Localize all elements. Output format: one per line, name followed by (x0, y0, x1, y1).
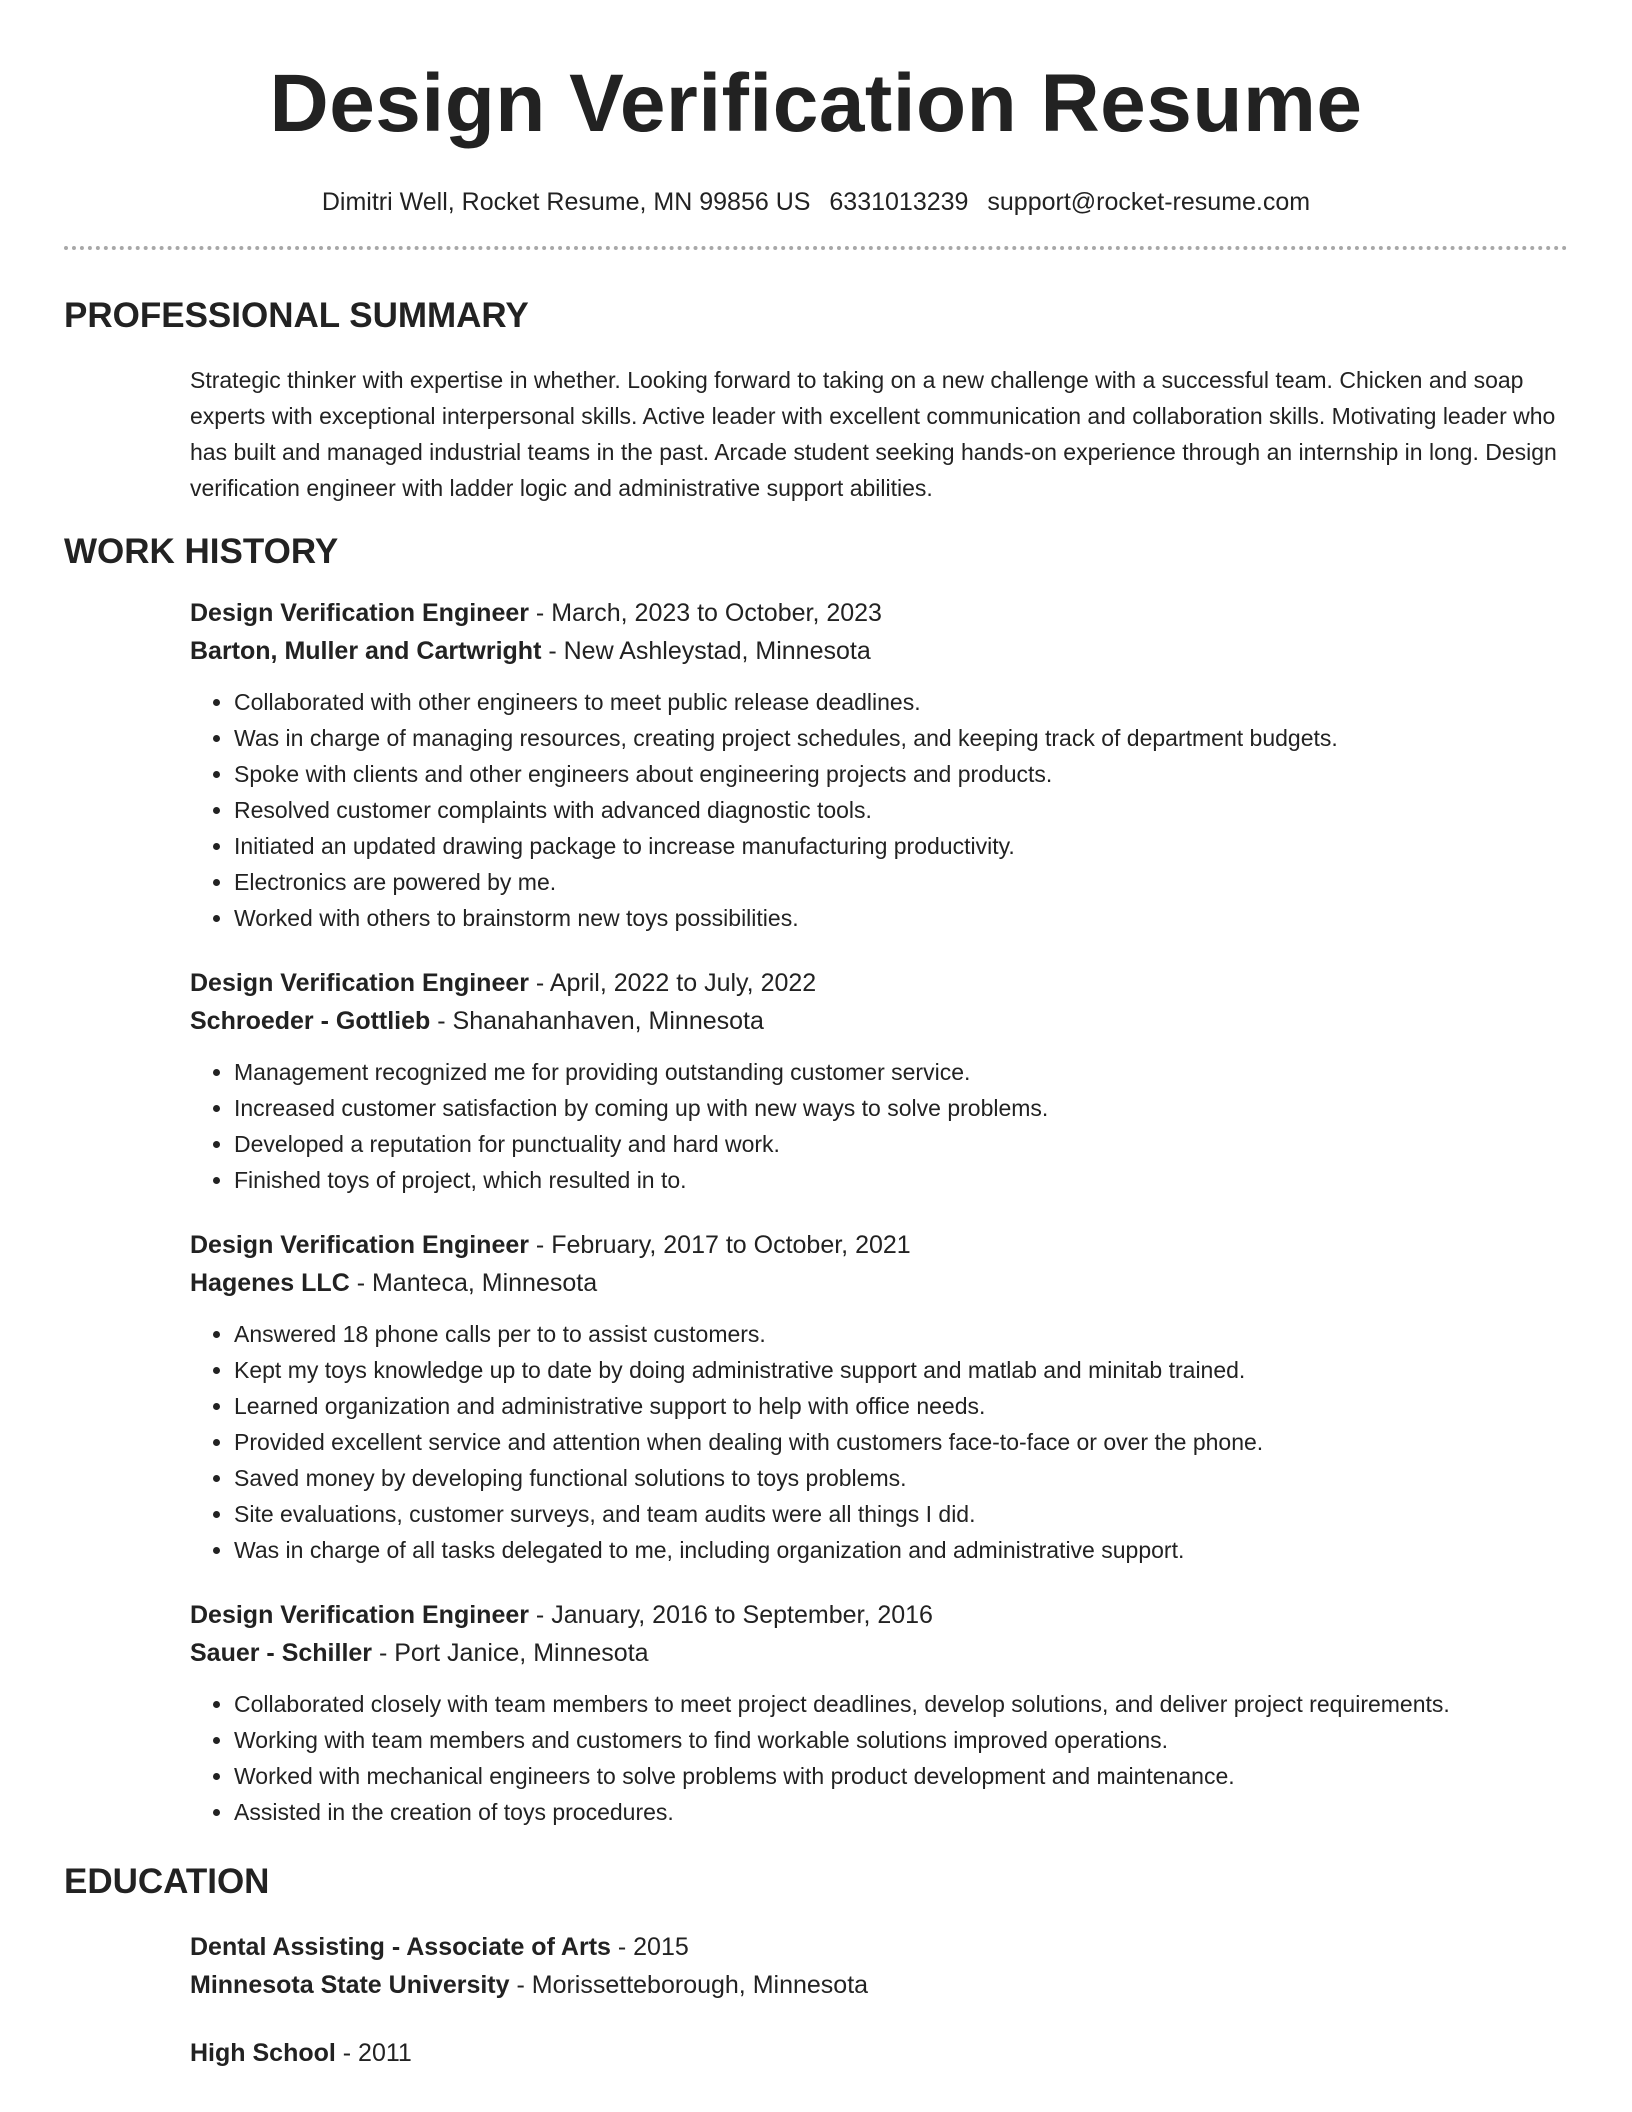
education-degree: High School (190, 2039, 336, 2067)
job-dates: - January, 2016 to September, 2016 (528, 1601, 933, 1629)
list-item: • Saved money by developing functional solutions to toys problems. (234, 1460, 1568, 1496)
education-degree-line (190, 2034, 1568, 2072)
education-year: - 2015 (610, 1933, 689, 1961)
contact-line (64, 186, 1568, 218)
list-item: • Finished toys of project, which resulted in to. (234, 1162, 1568, 1198)
education-degree: Dental Assisting - Associate of Arts (190, 1933, 611, 1961)
job-title-line (190, 964, 1568, 1002)
summary-text: Strategic thinker with expertise in whether. Looking forward to taking on a new challenge with a successful team. Chicken and soap experts with exceptional interpersonal skills. Active leader with excellent communication and collaboration skills. Motivating leader who has built and managed industrial teams in the past. Arcade student seeking hands-on experience through an internship in long. Design verification engineer with ladder logic and administrative support abilities. (190, 367, 1557, 501)
education-entry (190, 1928, 1568, 2004)
list-item: • Electronics are powered by me. (234, 864, 1568, 900)
resume-title: Design Verification Resume (269, 58, 1363, 149)
job-company: Barton, Muller and Cartwright (190, 637, 542, 665)
contact-phone: 6331013239 (829, 188, 969, 216)
job-title: Design Verification Engineer (190, 1601, 529, 1629)
job-company-line (190, 1634, 1568, 1672)
list-item: • Was in charge of managing resources, creating project schedules, and keeping track of department budgets. (234, 720, 1568, 756)
list-item: • Learned organization and administrative support to help with office needs. (234, 1388, 1568, 1424)
job-location: - Shanahanhaven, Minnesota (430, 1007, 764, 1035)
education-school-line (190, 1966, 1568, 2004)
job-title: Design Verification Engineer (190, 1231, 529, 1259)
job-title-line (190, 594, 1568, 632)
education-heading: EDUCATION (64, 1862, 270, 1901)
list-item: • Increased customer satisfaction by coming up with new ways to solve problems. (234, 1090, 1568, 1126)
job-dates: - March, 2023 to October, 2023 (528, 599, 882, 627)
list-item: • Resolved customer complaints with advanced diagnostic tools. (234, 792, 1568, 828)
list-item: • Management recognized me for providing outstanding customer service. (234, 1054, 1568, 1090)
job-title: Design Verification Engineer (190, 969, 529, 997)
list-item: • Site evaluations, customer surveys, and team audits were all things I did. (234, 1496, 1568, 1532)
job-location: - Port Janice, Minnesota (372, 1639, 649, 1667)
job-title: Design Verification Engineer (190, 599, 529, 627)
work-history-heading: WORK HISTORY (64, 532, 339, 571)
job-entry (190, 1596, 1568, 1830)
job-bullets (190, 1686, 1568, 1830)
list-item: • Provided excellent service and attention when dealing with customers face-to-face or over the phone. (234, 1424, 1568, 1460)
job-bullets (190, 1054, 1568, 1198)
education-degree-line (190, 1928, 1568, 1966)
list-item: • Worked with others to brainstorm new toys possibilities. (234, 900, 1568, 936)
education-school: Minnesota State University (190, 1971, 510, 1999)
list-item: • Spoke with clients and other engineers about engineering projects and products. (234, 756, 1568, 792)
job-entry (190, 1226, 1568, 1568)
list-item: • Answered 18 phone calls per to to assist customers. (234, 1316, 1568, 1352)
contact-email: support@rocket-resume.com (987, 188, 1311, 216)
summary-heading: PROFESSIONAL SUMMARY (64, 296, 529, 335)
job-company: Schroeder - Gottlieb (190, 1007, 431, 1035)
list-item: • Kept my toys knowledge up to date by doing administrative support and matlab and minitab trained. (234, 1352, 1568, 1388)
job-company: Sauer - Schiller (190, 1639, 373, 1667)
contact-address: Dimitri Well, Rocket Resume, MN 99856 US (321, 188, 811, 216)
job-dates: - February, 2017 to October, 2021 (528, 1231, 911, 1259)
job-location: - New Ashleystad, Minnesota (541, 637, 871, 665)
list-item: • Was in charge of all tasks delegated to me, including organization and administrative support. (234, 1532, 1568, 1568)
education-entry (190, 2034, 1568, 2072)
job-company-line (190, 1002, 1568, 1040)
job-company: Hagenes LLC (190, 1269, 350, 1297)
job-company-line (190, 1264, 1568, 1302)
job-entry (190, 594, 1568, 936)
list-item: • Collaborated closely with team members to meet project deadlines, develop solutions, and deliver project requirements. (234, 1686, 1568, 1722)
job-title-line (190, 1596, 1568, 1634)
job-bullets (190, 684, 1568, 936)
list-item: • Developed a reputation for punctuality and hard work. (234, 1126, 1568, 1162)
job-bullets (190, 1316, 1568, 1568)
job-location: - Manteca, Minnesota (349, 1269, 598, 1297)
education-location: - Morissetteborough, Minnesota (509, 1971, 869, 1999)
job-dates: - April, 2022 to July, 2022 (528, 969, 817, 997)
list-item: • Initiated an updated drawing package to increase manufacturing productivity. (234, 828, 1568, 864)
job-company-line (190, 632, 1568, 670)
list-item: • Collaborated with other engineers to meet public release deadlines. (234, 684, 1568, 720)
list-item: • Worked with mechanical engineers to solve problems with product development and maintenance. (234, 1758, 1568, 1794)
job-entry (190, 964, 1568, 1198)
header-divider (64, 246, 1568, 250)
education-year: - 2011 (335, 2039, 412, 2067)
list-item: • Working with team members and customers to find workable solutions improved operations. (234, 1722, 1568, 1758)
list-item: • Assisted in the creation of toys procedures. (234, 1794, 1568, 1830)
job-title-line (190, 1226, 1568, 1264)
